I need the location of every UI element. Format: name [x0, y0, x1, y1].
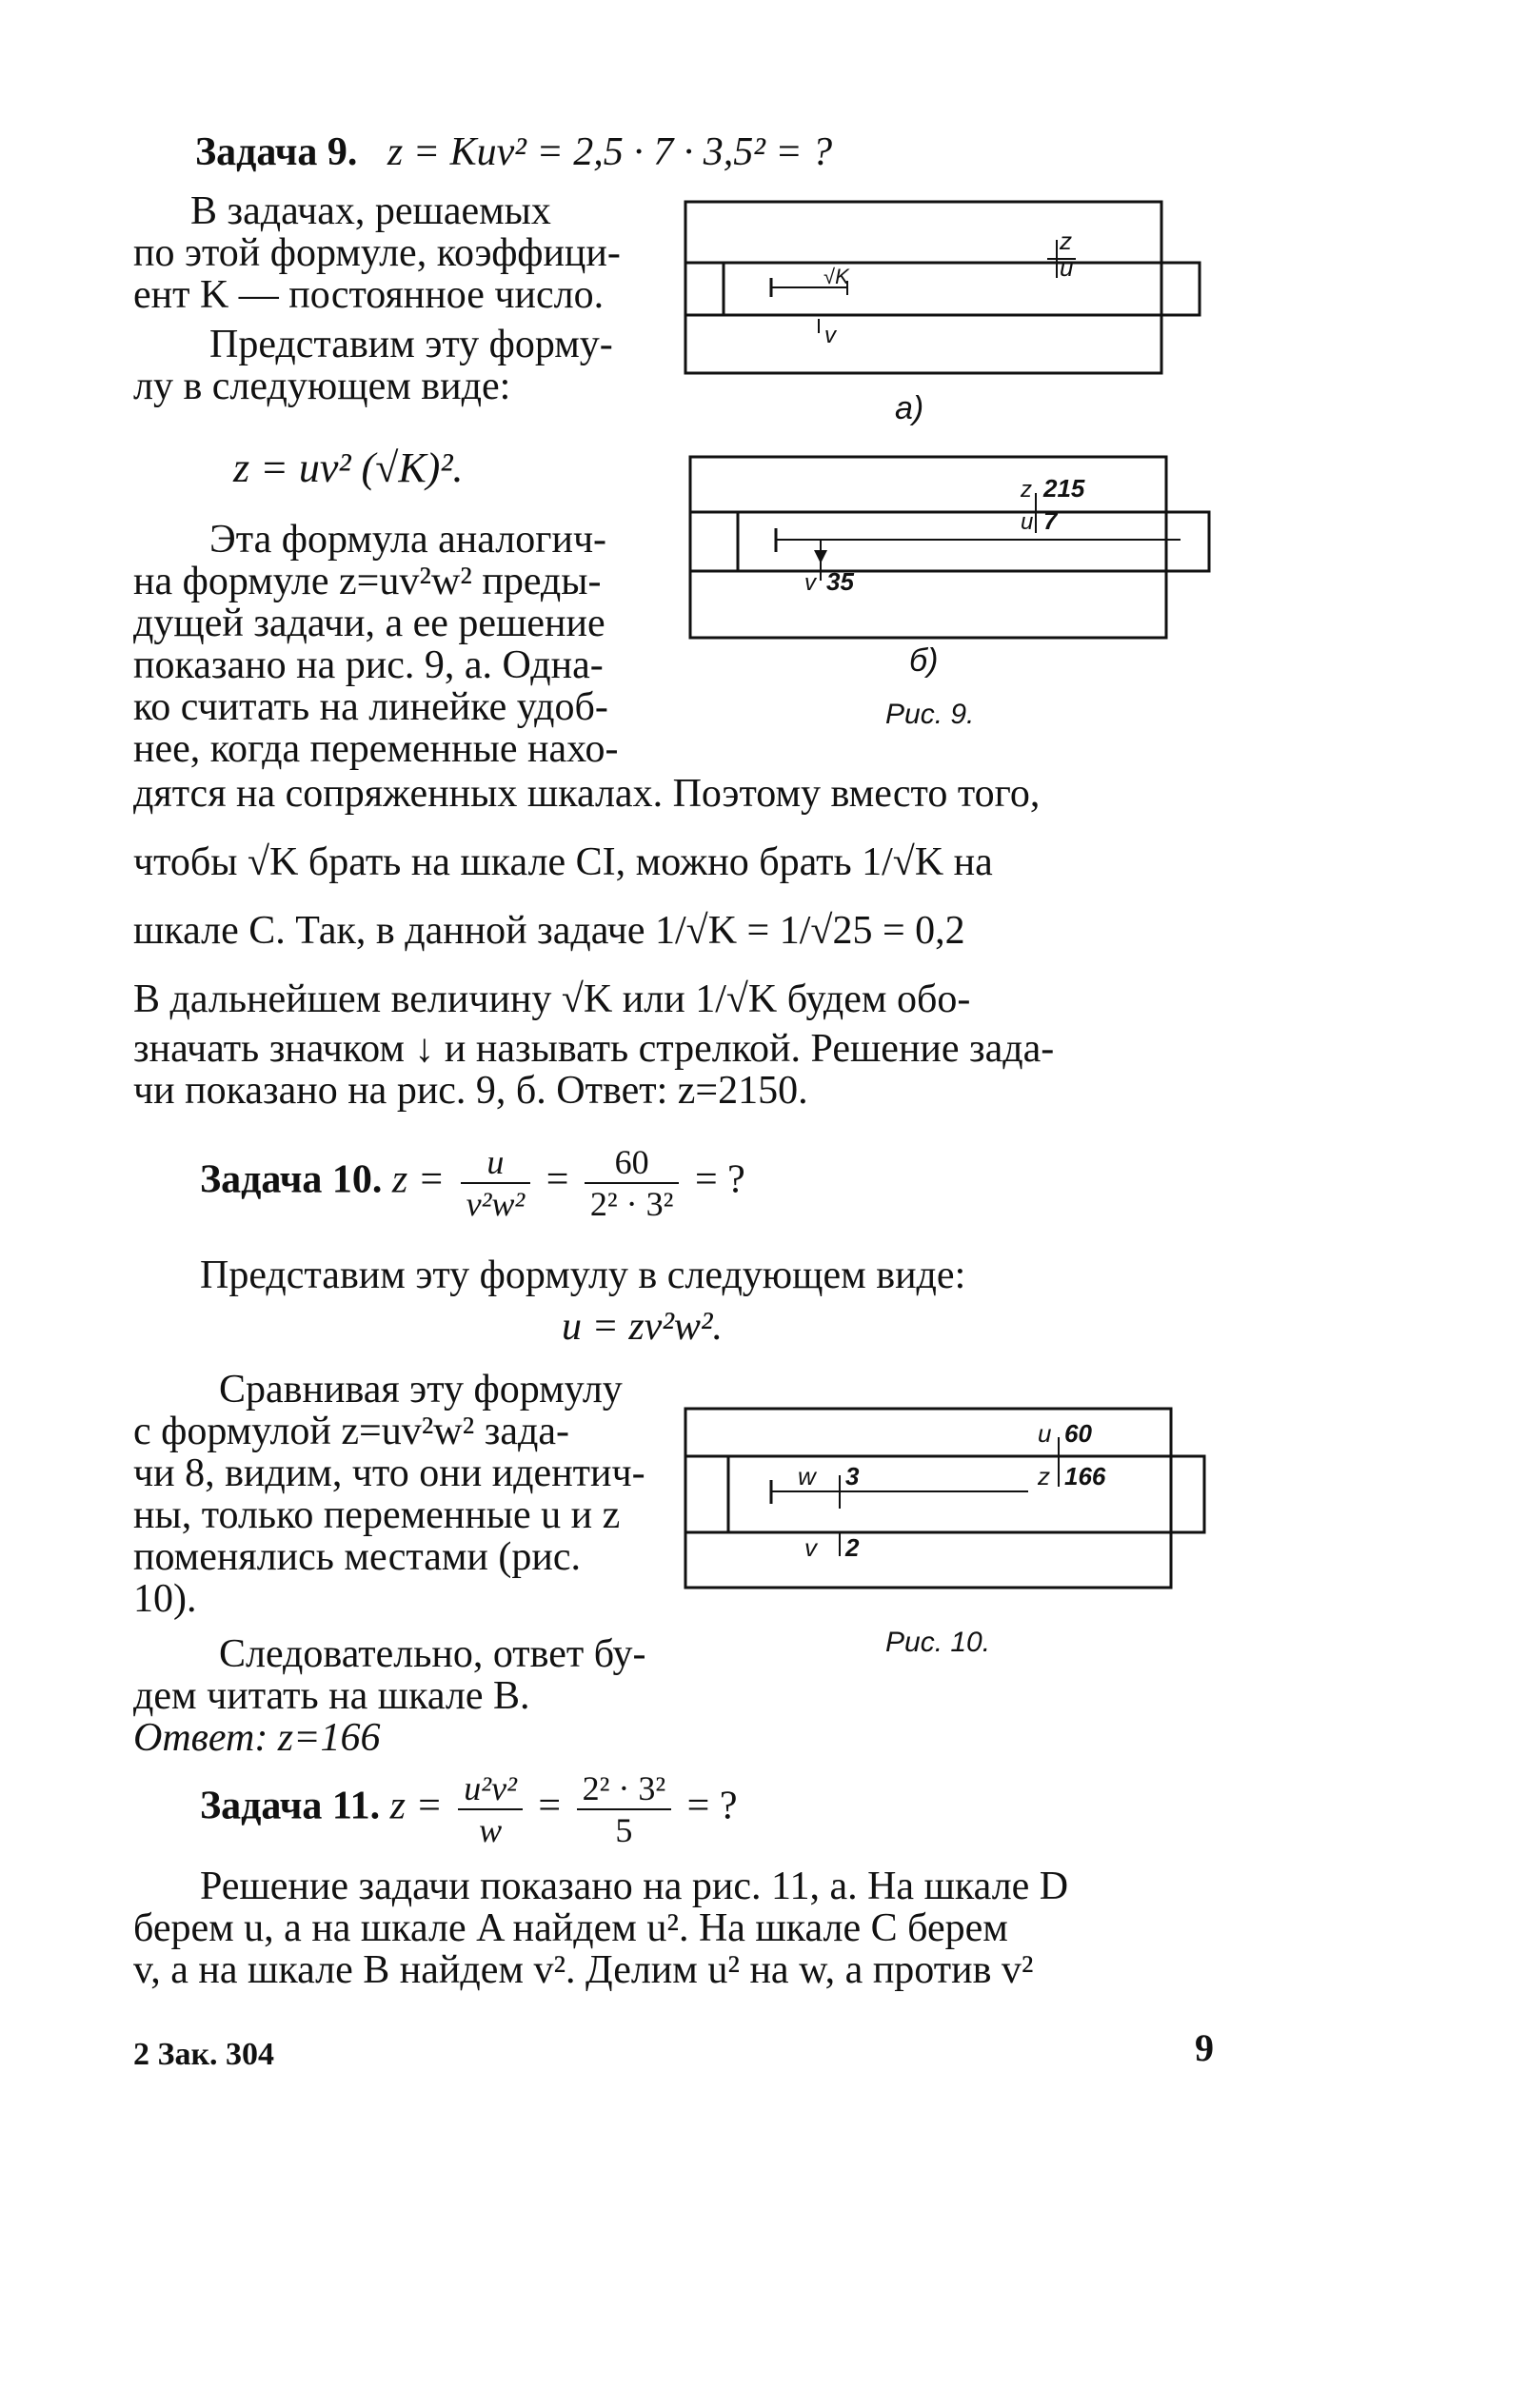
fig10-label-v: v: [804, 1533, 817, 1562]
task10-p1: Представим эту формулу в следующем виде:: [200, 1253, 966, 1297]
fig9a-label-v: v: [824, 323, 836, 348]
fig9a-label-u: u: [1060, 253, 1074, 282]
text-line: чтобы √K брать на шкале CI, можно брать 1/√K на: [133, 840, 993, 884]
fig10-label-z: z: [1038, 1462, 1050, 1490]
text-line: показано на рис. 9, а. Одна-: [133, 643, 604, 687]
text-line: В дальнейшем величину √K или 1/√K будем обо-: [133, 977, 971, 1021]
task10-fraction-2: [585, 1142, 680, 1224]
task10-lhs: z =: [391, 1157, 446, 1202]
fig9a-label-sqrtk: √K: [824, 265, 849, 288]
fig9a-caption: а): [895, 390, 924, 426]
task10-p2: [133, 1369, 676, 1620]
fraction-numerator: 2² · 3²: [577, 1768, 672, 1810]
text-line: ент K — постоянное число.: [133, 273, 605, 317]
fig10-u-value: 60: [1064, 1419, 1092, 1448]
task11-tail: = ?: [686, 1784, 738, 1828]
fig9b-label-v: v: [804, 570, 816, 596]
fraction-numerator: u: [461, 1142, 531, 1184]
text-line: v, а на шкале B найдем v². Делим u² на w, а против v²: [133, 1948, 1034, 1992]
text-line: Сравнивая эту формулу: [219, 1368, 623, 1411]
fraction-numerator: u²v²: [458, 1768, 523, 1810]
task10-answer: Ответ: z=166: [133, 1716, 381, 1760]
task11-heading: Задача 11.: [200, 1784, 381, 1828]
text-line: поменялись местами (рис.: [133, 1535, 581, 1579]
text-line: Решение задачи показано на рис. 11, а. На шкале D: [200, 1865, 1069, 1908]
task9-heading: Задача 9.: [195, 130, 358, 174]
text-line: нее, когда переменные нахо-: [133, 727, 619, 771]
figure-10: [676, 1399, 1209, 1670]
text-line: с формулой z=uv²w² зада-: [133, 1410, 569, 1453]
equals-sign: =: [546, 1157, 569, 1202]
text-line: 10).: [133, 1577, 197, 1621]
text-line: Следовательно, ответ бу-: [219, 1632, 646, 1676]
task11-fraction-1: [458, 1768, 523, 1850]
figure-9b: [690, 457, 1209, 679]
task10-tail: = ?: [694, 1157, 745, 1202]
task9-p3: [133, 519, 666, 770]
fraction-numerator: 60: [585, 1142, 680, 1184]
text-line: дущей задачи, а ее решение: [133, 602, 605, 645]
fig9a-label-z: z: [1060, 227, 1072, 255]
text-line: ны, только переменные u и z: [133, 1493, 621, 1537]
task11-p1: [133, 1865, 1219, 1991]
task9-formula2: z = uv² (√K)².: [233, 444, 464, 491]
fig10-v-value: 2: [845, 1533, 860, 1562]
text-line: лу в следующем виде:: [133, 365, 511, 408]
text-line: дятся на сопряженных шкалах. Поэтому вместо того,: [133, 772, 1041, 816]
text-line: ко считать на линейке удоб-: [133, 685, 608, 729]
fig10-label-u: u: [1038, 1419, 1052, 1448]
figure-9: [666, 190, 1209, 747]
fig10-z-value: 166: [1064, 1462, 1106, 1490]
fraction-denominator: 2² · 3²: [589, 1185, 674, 1223]
task9-full-text: [133, 773, 1219, 1112]
figure-9a: [685, 202, 1200, 426]
footer-left: 2 Зак. 304: [133, 2037, 275, 2072]
fig9b-z-value: 215: [1043, 474, 1085, 503]
task11-fraction-2: [577, 1768, 672, 1850]
task10-fraction-1: [461, 1142, 531, 1224]
fraction-denominator: v²w²: [466, 1185, 526, 1223]
task10-heading: Задача 10.: [200, 1157, 383, 1202]
text-line: по этой формуле, коэффици-: [133, 231, 621, 275]
equals-sign: =: [538, 1784, 562, 1828]
task9-heading-line: [195, 131, 832, 173]
fig9b-v-value: 35: [826, 567, 854, 596]
task9-p1: [133, 190, 666, 316]
fig10-caption: Рис. 10.: [885, 1627, 991, 1658]
text-line: чи 8, видим, что они идентич-: [133, 1451, 645, 1495]
fig9b-caption: б): [909, 642, 939, 679]
task11-lhs: z =: [389, 1784, 443, 1828]
task9-formula: z = Kuv² = 2,5 · 7 · 3,5² = ?: [387, 130, 833, 174]
text-line: Представим эту форму-: [209, 323, 613, 366]
text-line: дем читать на шкале B.: [133, 1674, 530, 1718]
task10-p3: [133, 1633, 676, 1759]
text-line: шкале C. Так, в данной задаче 1/√K = 1/√25 = 0,2: [133, 909, 965, 953]
fig9-caption: Рис. 9.: [885, 699, 975, 730]
text-line: В задачах, решаемых: [190, 189, 551, 233]
task9-p2: [133, 324, 666, 407]
fig9b-label-z: z: [1021, 477, 1032, 503]
text-line: Эта формула аналогич-: [209, 518, 607, 562]
fraction-denominator: 5: [615, 1811, 633, 1849]
fraction-denominator: w: [479, 1811, 503, 1849]
fig10-w-value: 3: [845, 1462, 860, 1490]
text-line: чи показано на рис. 9, б. Ответ: z=2150.: [133, 1069, 808, 1113]
page-number: 9: [1195, 2026, 1214, 2069]
text-line: значать значком ↓ и называть стрелкой. Решение зада-: [133, 1027, 1055, 1071]
task10-heading-line: [200, 1142, 745, 1224]
text-line: на формуле z=uv²w² преды-: [133, 560, 602, 603]
task11-heading-line: [200, 1768, 737, 1850]
fig10-label-w: w: [798, 1462, 816, 1490]
text-line: берем u, а на шкале A найдем u². На шкале C берем: [133, 1906, 1008, 1950]
fig9b-label-u: u: [1021, 509, 1034, 535]
task10-formula2: u = zv²w².: [562, 1305, 724, 1349]
fig9b-u-value: 7: [1043, 506, 1058, 535]
